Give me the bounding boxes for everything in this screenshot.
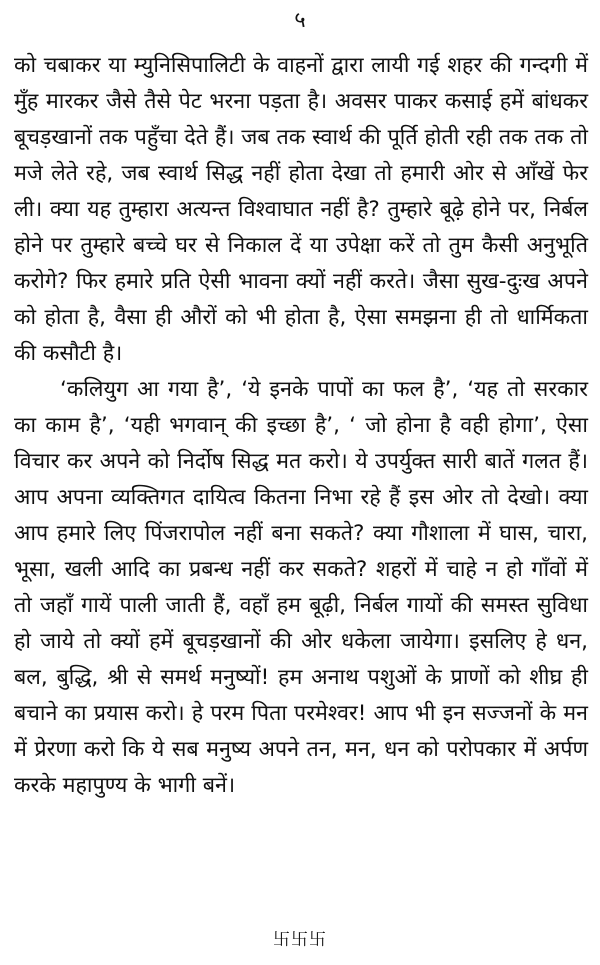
body-text [14, 48, 588, 804]
page-number: ५ [294, 8, 306, 33]
end-ornament: 卐卐卐 [273, 930, 327, 950]
paragraph-1: को चबाकर या म्युनिसिपालिटी के वाहनों द्वारा लायी गई शहर की गन्दगी में मुँह मारकर जैसे तैसे पेट भरना पड़ता है। अवसर पाकर कसाई हमें बांधकर बूचड़खानों तक पहुँचा देते हैं। जब तक स्वार्थ की पूर्ति होती रही तक तक तो मजे लेते रहे, जब स्वार्थ सिद्ध नहीं होता देखा तो हमारी ओर से आँखें फेर ली। क्या यह तुम्हारा अत्यन्त विश्वाघात नहीं है? तुम्हारे बूढ़े होने पर, निर्बल होने पर तुम्हारे बच्चे घर से निकाल दें या उपेक्षा करें तो तुम कैसी अनुभूति करोगे? फिर हमारे प्रति ऐसी भावना क्यों नहीं करते। जैसा सुख-दुःख अपने को होता है, वैसा ही औरों को भी होता है, ऐसा समझना ही तो धार्मिकता की कसौटी है। [14, 53, 588, 366]
paragraph-2: ‘कलियुग आ गया है’, ‘ये इनके पापों का फल है’, ‘यह तो सरकार का काम है’, ‘यही भगवान् की इच्छा है’, ‘ जो होना है वही होगा’, ऐसा विचार कर अपने को निर्दोष सिद्ध मत करो। ये उपर्युक्त सारी बातें गलत हैं। आप अपना व्यक्तिगत दायित्व कितना निभा रहे हैं इस ओर तो देखो। क्या आप हमारे लिए पिंजरापोल नहीं बना सकते? क्या गौशाला में घास, चारा, भूसा, खली आदि का प्रबन्ध नहीं कर सकते? शहरों में चाहे न हो गाँवों में तो जहाँ गायें पाली जाती हैं, वहाँ हम बूढ़ी, निर्बल गायों की समस्त सुविधा हो जाये तो क्यों हमें बूचड़खानों की ओर धकेला जायेगा। इसलिए हे धन, बल, बुद्धि, श्री से समर्थ मनुष्यों! हम अनाथ पशुओं के प्राणों को शीघ्र ही बचाने का प्रयास करो। हे परम पिता परमेश्वर! आप भी इन सज्जनों के मन में प्रेरणा करो कि ये सब मनुष्य अपने तन, मन, धन को परोपकार में अर्पण करके महापुण्य के भागी बनें। [14, 377, 588, 798]
